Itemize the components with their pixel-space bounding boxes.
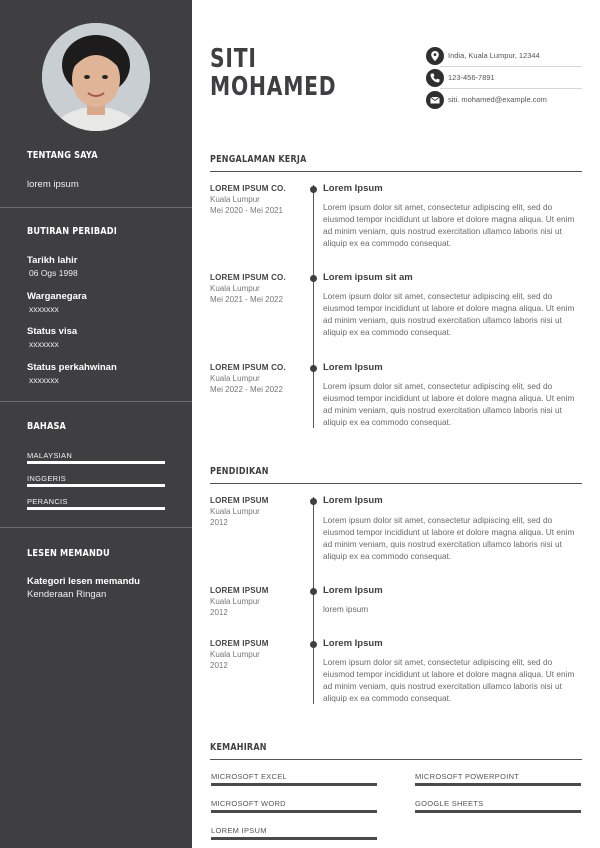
location-text: India, Kuala Lumpur, 12344 [448,51,540,60]
language-label: PERANCIS [27,497,68,506]
education-timeline [313,497,314,704]
experience-role: Lorem Ipsum [323,362,383,373]
visa-label: Status visa [27,326,78,337]
language-label: MALAYSIAN [27,451,73,460]
language-level-bar [27,507,165,510]
nationality-label: Warganegara [27,291,87,302]
license-label: Kategori lesen memandu [27,576,140,587]
visa-value: xxxxxxx [29,339,59,349]
education-description: Lorem ipsum dolor sit amet, consectetur adipiscing elit, sed do eiusmod tempor incididunt ut labore et dolore magna aliqua. Ut enim ad minim veniam, quis nostrud exercitation ullamco laboris nisi ut aliquip ex ea commodo consequat. [323,657,575,703]
education-heading: PENDIDIKAN [210,466,269,477]
language-level-bar [27,484,165,487]
about-text: lorem ipsum [27,179,79,190]
nationality-value: xxxxxxx [29,304,59,314]
experience-role: Lorem ipsum sit am [323,272,413,283]
experience-location: Kuala Lumpur [210,374,260,383]
experience-description: Lorem ipsum dolor sit amet, consectetur adipiscing elit, sed do eiusmod tempor incididunt ut labore et dolore magna aliqua. Ut enim ad minim veniam, quis nostrud exercitation ullamco laboris nisi ut aliquip ex ea commodo consequat. [323,291,575,337]
timeline-dot [310,498,317,505]
education-year: 2012 [210,518,228,527]
section-rule [210,759,582,760]
contact-email [426,91,582,111]
email-text: siti. mohamed@example.com [448,95,547,104]
experience-role: Lorem Ipsum [323,183,383,194]
language-heading: BAHASA [27,421,67,432]
divider [0,401,192,402]
skill-level-bar [211,837,377,840]
language-label: INGGERIS [27,474,67,483]
section-rule [210,171,582,172]
language-level-bar [27,461,165,464]
experience-dates: Mei 2021 - Mei 2022 [210,295,283,304]
marital-label: Status perkahwinan [27,362,117,373]
divider [0,207,192,208]
skill-label: MICROSOFT POWERPOINT [415,772,520,781]
education-school: LOREM IPSUM [210,586,269,595]
phone-icon [426,69,444,87]
location-pin-icon [426,47,444,65]
skill-label: GOOGLE SHEETS [415,799,484,808]
experience-heading: PENGALAMAN KERJA [210,154,307,165]
skill-label: LOREM IPSUM [211,826,267,835]
education-location: Kuala Lumpur [210,650,260,659]
timeline-dot [310,588,317,595]
skills-heading: KEMAHIRAN [210,742,267,753]
experience-description: Lorem ipsum dolor sit amet, consectetur adipiscing elit, sed do eiusmod tempor incididunt ut labore et dolore magna aliqua. Ut enim ad minim veniam, quis nostrud exercitation ullamco laboris nisi ut aliquip ex ea commodo consequat. [323,202,575,248]
marital-value: xxxxxxx [29,375,59,385]
experience-timeline [313,185,314,428]
education-degree: Lorem Ipsum [323,585,383,596]
education-year: 2012 [210,608,228,617]
education-description: Lorem ipsum dolor sit amet, consectetur adipiscing elit, sed do eiusmod tempor incididunt ut labore et dolore magna aliqua. Ut enim ad minim veniam, quis nostrud exercitation ullamco laboris nisi ut aliquip ex ea commodo consequat. [323,515,575,561]
license-heading: LESEN MEMANDU [27,548,110,559]
skill-level-bar [415,783,581,786]
experience-org: LOREM IPSUM CO. [210,273,286,282]
divider [0,527,192,528]
about-heading: TENTANG SAYA [27,150,98,161]
phone-text: 123-456-7891 [448,73,495,82]
timeline-dot [310,186,317,193]
avatar [42,23,150,131]
education-school: LOREM IPSUM [210,496,269,505]
timeline-dot [310,365,317,372]
education-year: 2012 [210,661,228,670]
personal-heading: BUTIRAN PERIBADI [27,226,117,237]
section-rule [210,483,582,484]
experience-org: LOREM IPSUM CO. [210,363,286,372]
experience-location: Kuala Lumpur [210,195,260,204]
contact-phone [426,69,582,89]
skill-level-bar [211,810,377,813]
contact-location [426,47,582,67]
education-degree: Lorem Ipsum [323,495,383,506]
last-name: MOHAMED [210,72,337,102]
experience-location: Kuala Lumpur [210,284,260,293]
timeline-dot [310,275,317,282]
experience-dates: Mei 2020 - Mei 2021 [210,206,283,215]
experience-dates: Mei 2022 - Mei 2022 [210,385,283,394]
sidebar [0,0,192,848]
experience-org: LOREM IPSUM CO. [210,184,286,193]
first-name: SITI [210,44,257,74]
education-location: Kuala Lumpur [210,597,260,606]
education-school: LOREM IPSUM [210,639,269,648]
skill-level-bar [415,810,581,813]
email-icon [426,91,444,109]
experience-description: Lorem ipsum dolor sit amet, consectetur adipiscing elit, sed do eiusmod tempor incididunt ut labore et dolore magna aliqua. Ut enim ad minim veniam, quis nostrud exercitation ullamco laboris nisi ut aliquip ex ea commodo consequat. [323,381,575,427]
divider [440,66,582,67]
timeline-dot [310,641,317,648]
profile-photo [42,23,150,131]
education-location: Kuala Lumpur [210,507,260,516]
education-degree: Lorem Ipsum [323,638,383,649]
birthdate-value: 06 Ogs 1998 [29,268,78,278]
birthdate-label: Tarikh lahir [27,255,78,266]
skill-label: MICROSOFT WORD [211,799,286,808]
license-value: Kenderaan Ringan [27,589,107,600]
education-description: lorem ipsum [323,604,369,614]
skill-label: MICROSOFT EXCEL [211,772,288,781]
divider [440,88,582,89]
skill-level-bar [211,783,377,786]
